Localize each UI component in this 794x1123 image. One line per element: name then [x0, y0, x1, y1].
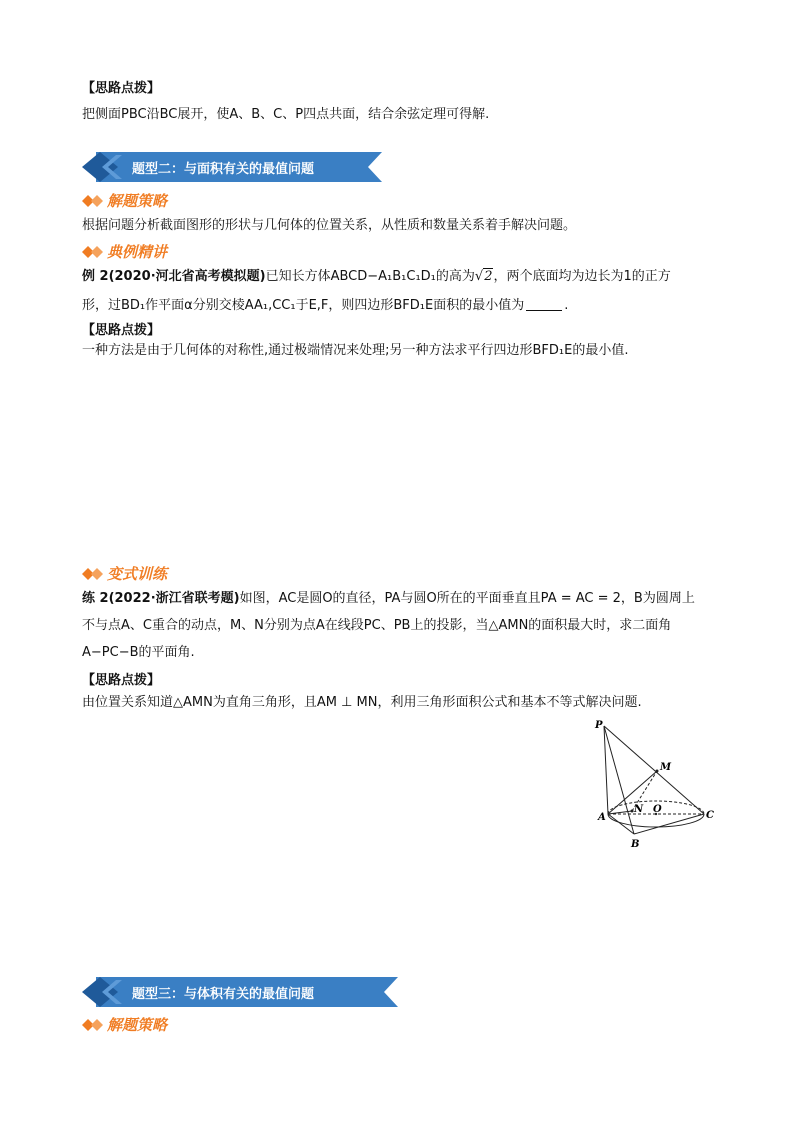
example-2-text-2: 形，过BD₁作平面α分别交棱AA₁,CC₁于E,F，则四边形BFD₁E面积的最小值为	[82, 298, 525, 313]
example-2-text-1: 已知长方体ABCD−A₁B₁C₁D₁的高为	[265, 269, 475, 284]
hint-text-2: 一种方法是由于几何体的对称性,通过极端情况来处理;另一种方法求平行四边形BFD₁E的最小值.	[82, 343, 629, 358]
hint-text-1: 把侧面PBC沿BC展开，使A、B、C、P四点共面，结合余弦定理可得解.	[82, 107, 490, 122]
label-N: N	[634, 804, 644, 815]
edge-AB	[608, 814, 634, 834]
exercise-2-text-1: 如图，AC是圆O的直径，PA与圆O所在的平面垂直且PA = AC = 2，B为圆周上	[239, 591, 695, 606]
variant-label: 变式训练	[107, 565, 168, 583]
variant-heading	[82, 563, 167, 584]
point-M	[656, 770, 659, 773]
example-2-text-1-tail: ，两个底面均为边长为1的正方	[493, 269, 671, 284]
sqrt-expression: √2	[474, 269, 493, 284]
strategy-heading-2	[82, 1014, 167, 1035]
label-B: B	[631, 839, 640, 850]
banner-title-3: 题型三：与体积有关的最值问题	[132, 987, 315, 1002]
label-A: A	[598, 812, 606, 823]
example-2-text-2-end: .	[564, 298, 569, 313]
section-banner-2	[82, 152, 382, 182]
diamond-arrow-icon	[82, 567, 104, 581]
label-C: C	[706, 810, 714, 821]
edge-BC	[634, 814, 704, 834]
diamond-arrow-icon	[82, 194, 104, 208]
diamond-arrow-icon	[82, 1018, 104, 1032]
segment-AM	[608, 771, 657, 814]
banner-title-2: 题型二：与面积有关的最值问题	[132, 162, 315, 177]
exercise-2-line-3: A−PC−B的平面角.	[82, 645, 195, 660]
example-2-line-1	[82, 268, 671, 286]
hint-title-1: 【思路点拨】	[82, 81, 161, 96]
exercise-2-prefix: 练 2(2022·浙江省联考题)	[82, 591, 240, 606]
strategy-label-2: 解题策略	[107, 1016, 168, 1034]
exercise-2-line-1	[82, 590, 695, 608]
strategy-text: 根据问题分析截面图形的形状与几何体的位置关系，从性质和数量关系着手解决问题。	[82, 218, 577, 233]
label-M: M	[660, 762, 672, 773]
geometry-figure	[590, 716, 720, 852]
hint-text-3: 由位置关系知道△AMN为直角三角形，且AM ⊥ MN，利用三角形面积公式和基本不等式解决问题.	[82, 695, 642, 710]
example-2-line-2	[82, 296, 568, 315]
section-banner-3	[82, 977, 398, 1007]
hint-title-2: 【思路点拨】	[82, 323, 161, 338]
sqrt-radicand: 2	[484, 269, 493, 284]
edge-PC	[604, 726, 704, 814]
strategy-heading	[82, 190, 167, 211]
exercise-2-line-2: 不与点A、C重合的动点，M、N分别为点A在线段PC、PB上的投影，当△AMN的面积最大时，求二面角	[82, 618, 672, 633]
strategy-label: 解题策略	[107, 192, 168, 210]
example-heading	[82, 241, 167, 262]
example-label: 典例精讲	[107, 243, 168, 261]
example-2-prefix: 例 2(2020·河北省高考模拟题)	[82, 269, 266, 284]
diamond-arrow-icon	[82, 245, 104, 259]
label-P: P	[595, 720, 603, 731]
edge-PB	[604, 726, 634, 834]
label-O: O	[653, 804, 662, 815]
hint-title-3: 【思路点拨】	[82, 673, 161, 688]
answer-blank	[526, 296, 562, 311]
